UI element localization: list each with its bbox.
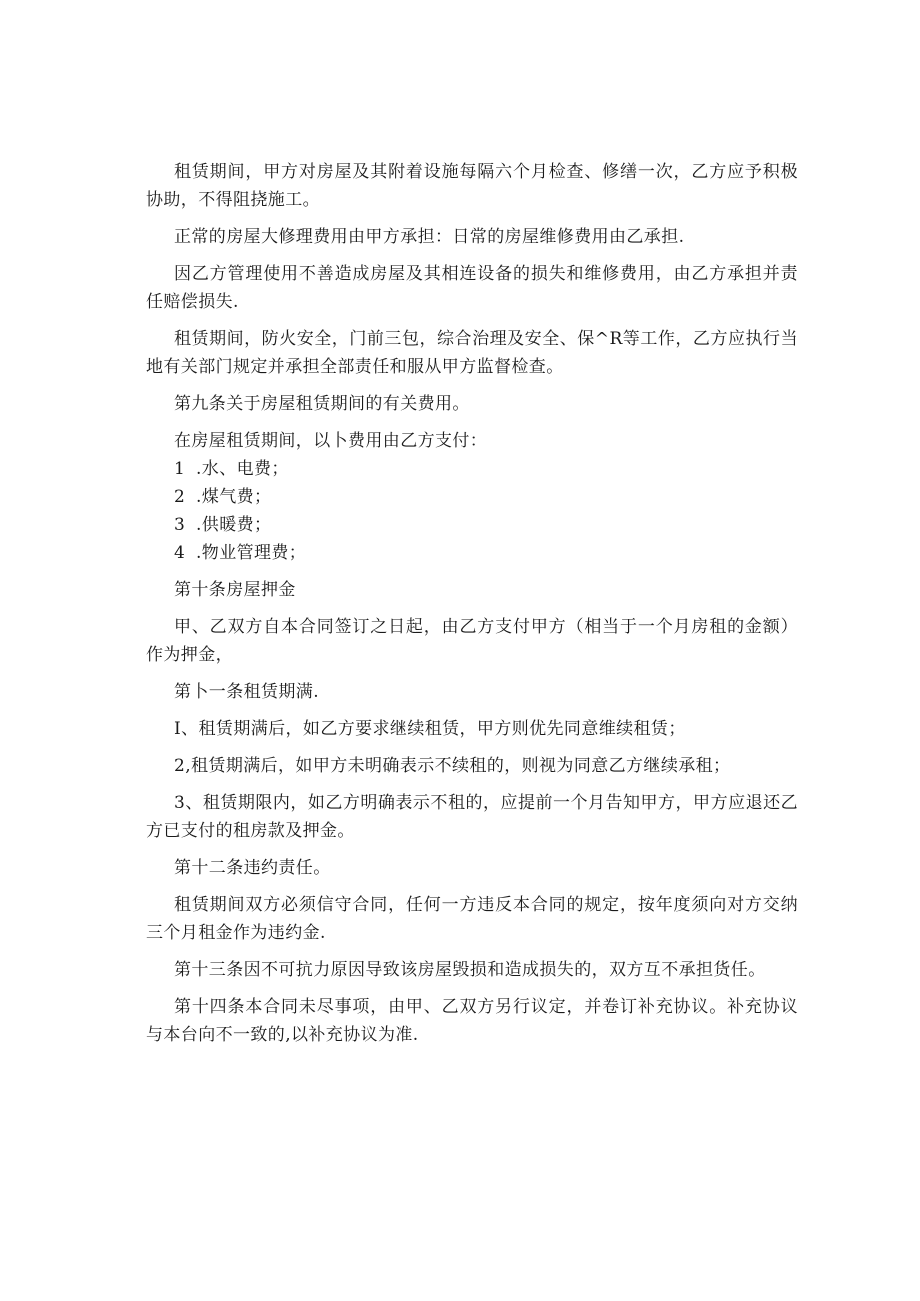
paragraph-inspection: 租赁期间，甲方对房屋及其附着设施每隔六个月检查、修缮一次，乙方应予积极协助，不得阻挠施工。 [146,162,798,210]
fee-item-number: 1 [174,459,186,479]
paragraph-repair-costs: 正常的房屋大修理费用由甲方承担：日常的房屋维修费用由乙承担. [174,227,685,247]
article-12-heading: 第十二条违约责任。 [174,858,331,878]
paragraph-deposit: 甲、乙双方自本合同签订之日起，由乙方支付甲方（相当于一个月房租的金额）作为押金， [146,617,798,665]
paragraph-breach: 租赁期间双方必须信守合同，任何一方违反本合同的规定，按年度须向对方交纳三个月租金作为违约金. [146,895,798,943]
fee-item-2 [146,483,798,511]
paragraph-safety: 租赁期间，防火安全，门前三包，综合治理及安全、保^R等工作，乙方应执行当地有关部门规定并承担全部责任和服从甲方监督检查。 [146,329,798,377]
clause-11-2: 2,租赁期满后，如甲方未明确表示不续租的，则视为同意乙方继续承租； [174,756,731,776]
article-9-heading: 第九条关于房屋租赁期间的有关费用。 [174,394,470,414]
fee-item-number: 4 [174,543,186,563]
paragraph-fees-intro: 在房屋租赁期间，以卜费用由乙方支付： [174,431,488,451]
paragraph-damage-liability: 因乙方管理使用不善造成房屋及其相连设备的损失和维修费用，由乙方承担并责任赔偿损失. [146,264,798,312]
fee-item-4 [146,539,798,567]
article-10-heading: 第十条房屋押金 [174,580,296,600]
clause-11-3: 3、租赁期限内，如乙方明确表示不租的，应提前一个月告知甲方，甲方应退还乙方已支付的租房款及押金。 [146,793,798,841]
fee-item-text: .物业管理费； [196,543,307,563]
article-14: 第十四条本合同未尽事项，由甲、乙双方另行议定，并卷订补充协议。补充协议与本台向不一致的,以补充协议为准. [146,997,798,1045]
article-11-heading: 第卜一条租赁期满. [174,682,320,702]
fee-item-text: .水、电费； [196,459,289,479]
fee-item-number: 2 [174,487,186,507]
article-13: 第十三条因不可抗力原因导致该房屋毁损和造成损失的，双方互不承担货任。 [174,960,766,980]
document-body [146,158,798,1049]
fee-item-text: .供暖费； [196,515,272,535]
clause-11-1: I、租赁期满后，如乙方要求继续租赁，甲方则优先同意维续租赁； [174,719,686,739]
fee-item-text: .煤气费； [196,487,272,507]
fee-item-number: 3 [174,515,186,535]
fee-item-1 [146,455,798,483]
fee-item-3 [146,511,798,539]
